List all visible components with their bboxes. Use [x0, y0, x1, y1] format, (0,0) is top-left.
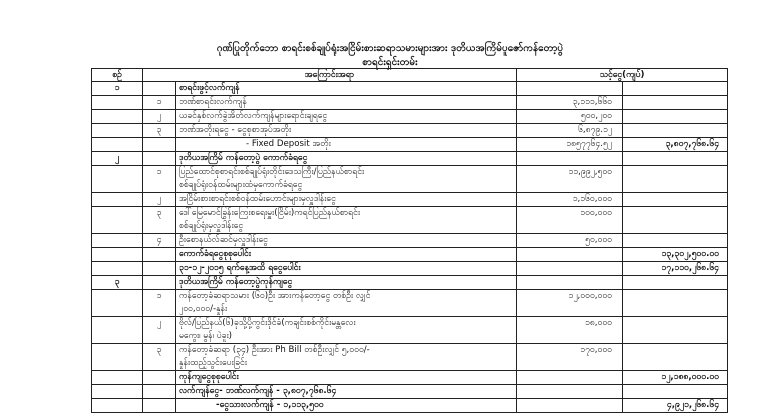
document-subtitle: စာရင်းရှင်းတမ်း — [362, 57, 418, 68]
row-description-line2: နှုန်းထည့်သွင်းပေးခြင်း — [179, 358, 247, 368]
row-description: ဘဏ်စာရင်းလက်ကျန် — [176, 96, 517, 110]
row-description — [176, 166, 517, 193]
row-description-line1: ပြည်ထောင်စုစာရင်းစစ်ချုပ်ရုံးတိုင်းဒေသကြီး/ပြည်နယ်စာရင်း — [179, 167, 365, 177]
row-sub-number: ၁ — [143, 166, 176, 193]
row-description — [176, 290, 517, 317]
row-description: ဦးစောနယ်လ်ဆင်မှလှူဒါန်းငွေ — [176, 234, 517, 248]
row-sub-number — [143, 152, 176, 166]
row-sub-number: ၃ — [143, 124, 176, 138]
row-number — [92, 207, 143, 234]
row-sub-number: ၁ — [143, 96, 176, 110]
row-number — [92, 166, 143, 193]
row-sub-number: ၄ — [143, 234, 176, 248]
row-total — [623, 207, 728, 234]
table-row — [92, 166, 728, 193]
statement-table — [91, 68, 728, 413]
row-number — [92, 371, 143, 385]
table-row — [92, 276, 728, 290]
table-row — [92, 96, 728, 110]
table-row — [92, 193, 728, 207]
row-number — [92, 248, 143, 262]
row-number — [92, 138, 143, 152]
row-total: ၁၇,၁၁၀,၂၆၈.၆၄ — [623, 262, 728, 276]
row-amount — [517, 82, 623, 96]
row-amount: ၁၈၅၇၇၆၄.၅၂ — [517, 138, 623, 152]
table-row — [92, 82, 728, 96]
row-number — [92, 399, 143, 413]
header-amount: သင့်ငွေ(ကျပ်) — [517, 69, 728, 82]
row-total — [623, 96, 728, 110]
row-sub-number — [143, 385, 176, 399]
table-row — [92, 371, 728, 385]
row-number — [92, 193, 143, 207]
row-sub-number: ၃ — [143, 207, 176, 234]
row-description — [176, 344, 517, 371]
row-description: ယခင်နှစ်လက်ခွဲအိတ်လက်ကျန်များရောင်းချရငွေ — [176, 110, 517, 124]
row-sub-number — [143, 399, 176, 413]
row-number: ၃ — [92, 276, 143, 290]
row-amount: ၁၈,၀၀၀ — [517, 317, 623, 344]
row-total — [623, 385, 728, 399]
row-description: - Fixed Deposit အတိုး — [176, 138, 517, 152]
row-total — [623, 193, 728, 207]
row-description — [176, 317, 517, 344]
row-sub-number: ၂ — [143, 193, 176, 207]
table-row — [92, 317, 728, 344]
row-sub-number — [143, 248, 176, 262]
header-description: အကြောင်းအရာ — [143, 69, 517, 82]
row-sub-number: ၂ — [143, 110, 176, 124]
table-row — [92, 248, 728, 262]
row-sub-number — [143, 138, 176, 152]
table-body — [92, 82, 728, 413]
row-description: -ငွေသားလက်ကျန် - ၁,၁၁၃,၅၀၀ — [176, 399, 517, 413]
row-description: ဒုတိယအကြိမ် ကန်တော့ပွဲ ကောက်ခံရငွေ — [176, 152, 517, 166]
row-sub-number — [143, 276, 176, 290]
row-sub-number — [143, 262, 176, 276]
row-amount: ၁၂,၀၀၀,၀၀၀ — [517, 290, 623, 317]
row-description-line2: စစ်ချုပ်ရုံးမှလှူဒါန်းငွေ — [179, 221, 244, 231]
row-total — [623, 290, 728, 317]
row-amount: ၁၁,၉၉၂,၅၀၀ — [517, 166, 623, 193]
table-row — [92, 234, 728, 248]
row-number — [92, 96, 143, 110]
row-amount — [517, 276, 623, 290]
row-number — [92, 385, 143, 399]
table-header-row — [92, 69, 728, 82]
row-total — [623, 234, 728, 248]
row-sub-number — [143, 371, 176, 385]
row-amount — [517, 248, 623, 262]
row-description: ကုန်ကျငွေစုစုပေါင်း — [176, 371, 517, 385]
row-description — [176, 207, 517, 234]
row-amount: ၆,၈၇၉.၁၂ — [517, 124, 623, 138]
row-amount: ၁၇၀,၀၀၀ — [517, 344, 623, 371]
row-total — [623, 82, 728, 96]
row-description: လက်ကျန်ငွေ- ဘဏ်လက်ကျန် - ၃,၈၀၇,၇၆၈.၆၄ — [176, 385, 517, 399]
header-no: စဉ် — [92, 69, 143, 82]
row-number — [92, 317, 143, 344]
row-total — [623, 124, 728, 138]
row-description: ၃၁-၁၂-၂၀၁၅ ရက်နေ့အထိ ရငွေပေါင်း — [176, 262, 517, 276]
row-amount: ၅၀၀,၂၀၀ — [517, 110, 623, 124]
row-description-line1: ကန်တော့ခံဆရာသမား (၆၀)ဦး အားကန်တော့ငွေ တစ်ဦး လျှင် — [179, 291, 371, 301]
row-total — [623, 317, 728, 344]
row-description: အငြိမ်းစားစာရင်းစစ်ဝန်ထမ်းဟောင်းများမှလှူဒါန်းငွေ — [176, 193, 517, 207]
row-sub-number: ၁ — [143, 290, 176, 317]
row-description-line2: စစ်ချုပ်ရုံးဝန်ထမ်းများထံမှကောက်ခံရငွေ — [179, 180, 303, 190]
row-description: ဒုတိယအကြိမ် ကန်တော့ပွဲကုန်ကျငွေ — [176, 276, 517, 290]
row-number: ၂ — [92, 152, 143, 166]
row-number — [92, 234, 143, 248]
row-amount: ၁,၁၆၀,၀၀၀ — [517, 193, 623, 207]
row-number — [92, 290, 143, 317]
table-row — [92, 138, 728, 152]
document-title: ဂုဏ်ပြုတိုက်ဘော စာရင်းစစ်ချုပ်ရုံးအငြိမ်းစားဆရာသမားများအား ဒုတိယအကြိမ်ပူဇော်ကန်တော့ပွဲ — [216, 43, 564, 54]
row-amount: ၁၀၀,၀၀၀ — [517, 207, 623, 234]
row-total — [623, 110, 728, 124]
row-description: စာရင်းဖွင့်လက်ကျန် — [176, 82, 517, 96]
table-row — [92, 399, 728, 413]
table-row — [92, 124, 728, 138]
row-amount — [517, 399, 623, 413]
row-number — [92, 124, 143, 138]
row-number — [92, 344, 143, 371]
row-amount — [517, 152, 623, 166]
row-sub-number — [143, 82, 176, 96]
row-total: ၃,၈၀၇,၇၆၈.၆၄ — [623, 138, 728, 152]
row-amount — [517, 371, 623, 385]
row-description-line2: မကွေး၊ မွန်၊ ပဲခူး) — [179, 331, 232, 341]
row-total — [623, 152, 728, 166]
row-total: ၄,၉၂၁,၂၆၈.၆၄ — [623, 399, 728, 413]
row-description-line2: ၂၀၀,၀၀၀/-နှုန်း — [179, 304, 228, 314]
table-row — [92, 152, 728, 166]
row-description: ဘဏ်အတိုးရငွေ - ငွေစုစာအုပ်အတိုး — [176, 124, 517, 138]
row-amount: ၃,၁၁၁,၆၆၀ — [517, 96, 623, 110]
row-sub-number: ၂ — [143, 317, 176, 344]
row-amount: ၅၀,၀၀၀ — [517, 234, 623, 248]
table-row — [92, 110, 728, 124]
row-total: ၁၃,၃၀၂,၅၀၀.၀၀ — [623, 248, 728, 262]
table-row — [92, 262, 728, 276]
row-number — [92, 110, 143, 124]
table-row — [92, 344, 728, 371]
table-row — [92, 290, 728, 317]
row-total: ၁၂,၁၈၈,၀၀၀.၀၀ — [623, 371, 728, 385]
row-number: ၁ — [92, 82, 143, 96]
table-row — [92, 385, 728, 399]
row-description-line1: ဒေါ်မြေမောင်ခြွန်းကြေးစရေးမှူး(ငြိမ်း)ကရင်ပြည်နယ်စာရင်း — [179, 208, 361, 218]
row-sub-number: ၃ — [143, 344, 176, 371]
row-description: ကောက်ခံရငွေစုစုပေါင်း — [176, 248, 517, 262]
row-total — [623, 166, 728, 193]
row-description-line1: ကန်တော့ခံဆရာ (၃၄) ဦးအား Ph Bill တစ်ဦးလျှင် ၅,၀၀၀/- — [179, 345, 370, 355]
row-total — [623, 344, 728, 371]
row-number — [92, 262, 143, 276]
row-description-line1: ဗိုလ်/ပြည်နယ်(၆)ခုသို့ပို့ကွင်းဒိုင်ခံ(ကချင်းစစ်ကိုင်းမန္တလေး — [179, 318, 356, 328]
row-total — [623, 276, 728, 290]
row-amount — [517, 385, 623, 399]
row-amount — [517, 262, 623, 276]
table-row — [92, 207, 728, 234]
